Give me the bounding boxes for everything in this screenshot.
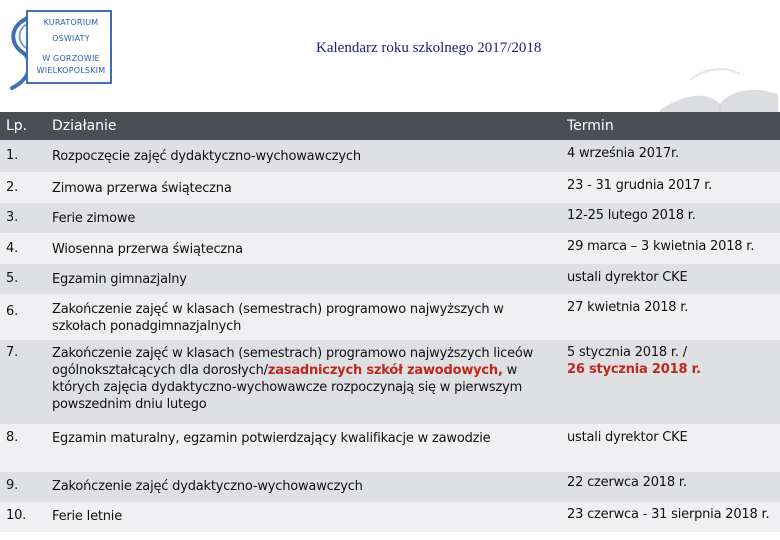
row-number: 2. bbox=[6, 180, 19, 195]
table-row bbox=[0, 264, 780, 294]
row-term: 23 czerwca - 31 sierpnia 2018 r. bbox=[567, 507, 770, 522]
row-term: 27 kwietnia 2018 r. bbox=[567, 300, 689, 315]
table-row bbox=[0, 294, 780, 340]
header-lp: Lp. bbox=[6, 118, 28, 134]
row-number: 8. bbox=[6, 430, 19, 445]
kuratorium-logo bbox=[4, 6, 116, 92]
row-term bbox=[567, 344, 777, 378]
row-number: 3. bbox=[6, 210, 19, 225]
row-term: 23 - 31 grudnia 2017 r. bbox=[567, 178, 713, 193]
page-header bbox=[0, 0, 780, 112]
row-action: Egzamin gimnazjalny bbox=[52, 272, 187, 287]
row-action: Egzamin maturalny, egzamin potwierdzający kwalifikacje w zawodzie bbox=[52, 431, 491, 446]
row-action: Zimowa przerwa świąteczna bbox=[52, 181, 232, 196]
page-title: Kalendarz roku szkolnego 2017/2018 bbox=[316, 40, 542, 56]
table-row bbox=[0, 502, 780, 532]
logo-line: W GORZOWIE bbox=[42, 54, 100, 63]
row-action: Zakończenie zajęć dydaktyczno-wychowawczych bbox=[52, 479, 363, 494]
row-action-text: Zakończenie zajęć w klasach (semestrach) programowo najwyższych liceów ogólnokształcących dla dorosłych/ bbox=[52, 346, 534, 378]
row-term: ustali dyrektor CKE bbox=[567, 270, 688, 285]
row-number: 9. bbox=[6, 478, 19, 493]
row-action: Ferie zimowe bbox=[52, 211, 136, 226]
row-term: ustali dyrektor CKE bbox=[567, 430, 688, 445]
open-book-icon bbox=[650, 60, 780, 120]
row-term: 22 czerwca 2018 r. bbox=[567, 475, 687, 490]
table-row bbox=[0, 172, 780, 203]
row-term: 29 marca – 3 kwietnia 2018 r. bbox=[567, 239, 755, 254]
logo-line: OŚWIATY bbox=[52, 34, 90, 43]
table-row bbox=[0, 203, 780, 233]
table-row bbox=[0, 233, 780, 264]
header-term: Termin bbox=[567, 118, 614, 134]
header-action: Działanie bbox=[52, 118, 117, 134]
row-term-highlight: 26 stycznia 2018 r. bbox=[567, 362, 701, 377]
row-term-text: 5 stycznia 2018 r. / bbox=[567, 345, 687, 360]
row-action: Rozpoczęcie zajęć dydaktyczno-wychowawczych bbox=[52, 149, 361, 164]
logo-text-box bbox=[26, 10, 112, 84]
row-term: 12-25 lutego 2018 r. bbox=[567, 208, 696, 223]
row-number: 6. bbox=[6, 304, 19, 319]
row-number: 10. bbox=[6, 508, 27, 523]
row-number: 1. bbox=[6, 148, 19, 163]
row-action-text-cont: w których zajęcia dydaktyczno-wychowawcze rozpoczynają się w pierwszym powszednim dniu lutego bbox=[52, 363, 523, 412]
row-action-highlight: zasadniczych szkół zawodowych, bbox=[267, 363, 503, 378]
calendar-table bbox=[0, 112, 780, 532]
row-action bbox=[52, 345, 552, 413]
table-row bbox=[0, 140, 780, 172]
logo-line: KURATORIUM bbox=[43, 18, 99, 27]
row-action: Ferie letnie bbox=[52, 509, 123, 524]
row-number: 7. bbox=[6, 345, 19, 360]
row-number: 4. bbox=[6, 241, 19, 256]
row-number: 5. bbox=[6, 271, 19, 286]
row-action: Wiosenna przerwa świąteczna bbox=[52, 242, 243, 257]
table-row bbox=[0, 340, 780, 424]
row-term: 4 września 2017r. bbox=[567, 146, 679, 161]
table-header bbox=[0, 112, 780, 140]
table-row bbox=[0, 472, 780, 502]
logo-line: WIELKOPOLSKIM bbox=[36, 66, 106, 75]
row-action: Zakończenie zajęć w klasach (semestrach) programowo najwyższych w szkołach ponadgimnazjalnych bbox=[52, 302, 504, 334]
table-row bbox=[0, 424, 780, 472]
